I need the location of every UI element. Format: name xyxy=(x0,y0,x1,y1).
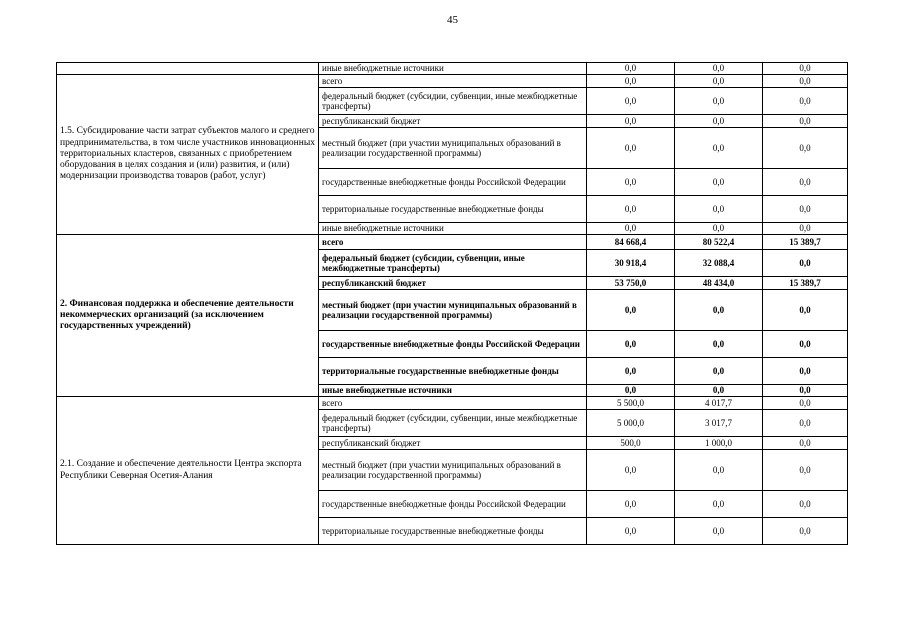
value-cell: 0,0 xyxy=(675,331,763,358)
value-cell: 0,0 xyxy=(763,518,848,545)
value-cell: 48 434,0 xyxy=(675,277,763,290)
value-cell: 0,0 xyxy=(587,88,675,115)
funding-source-cell: местный бюджет (при участии муниципальных образований в реализации государственной программы) xyxy=(319,450,587,491)
value-cell: 53 750,0 xyxy=(587,277,675,290)
value-cell: 1 000,0 xyxy=(675,437,763,450)
value-cell: 0,0 xyxy=(763,88,848,115)
value-cell: 0,0 xyxy=(587,290,675,331)
budget-table-body xyxy=(57,63,848,545)
funding-source-cell: республиканский бюджет xyxy=(319,277,587,290)
value-cell: 5 000,0 xyxy=(587,410,675,437)
value-cell: 0,0 xyxy=(675,75,763,88)
value-cell: 0,0 xyxy=(763,169,848,196)
funding-source-cell: федеральный бюджет (субсидии, субвенции, иные межбюджетные трансферты) xyxy=(319,250,587,277)
value-cell: 0,0 xyxy=(587,223,675,235)
value-cell: 15 389,7 xyxy=(763,235,848,250)
funding-source-cell: республиканский бюджет xyxy=(319,115,587,128)
value-cell: 0,0 xyxy=(675,223,763,235)
funding-source-cell: федеральный бюджет (субсидии, субвенции, иные межбюджетные трансферты) xyxy=(319,88,587,115)
table-row xyxy=(57,235,848,250)
value-cell: 0,0 xyxy=(587,128,675,169)
value-cell: 0,0 xyxy=(763,115,848,128)
value-cell: 0,0 xyxy=(763,450,848,491)
value-cell: 0,0 xyxy=(763,196,848,223)
funding-source-cell: иные внебюджетные источники xyxy=(319,223,587,235)
funding-source-cell: территориальные государственные внебюджетные фонды xyxy=(319,196,587,223)
table-row xyxy=(57,75,848,88)
value-cell: 30 918,4 xyxy=(587,250,675,277)
funding-source-cell: государственные внебюджетные фонды Российской Федерации xyxy=(319,331,587,358)
value-cell: 0,0 xyxy=(675,518,763,545)
value-cell: 0,0 xyxy=(675,196,763,223)
value-cell: 0,0 xyxy=(587,196,675,223)
value-cell: 0,0 xyxy=(587,385,675,397)
value-cell: 0,0 xyxy=(763,385,848,397)
value-cell: 0,0 xyxy=(675,115,763,128)
value-cell: 0,0 xyxy=(587,63,675,75)
value-cell: 5 500,0 xyxy=(587,397,675,410)
value-cell: 500,0 xyxy=(587,437,675,450)
value-cell: 0,0 xyxy=(587,115,675,128)
section-title-cell: 2. Финансовая поддержка и обеспечение деятельности некоммерческих организаций (за исключением государственных учреждений) xyxy=(57,235,319,397)
value-cell: 0,0 xyxy=(763,223,848,235)
funding-source-cell: федеральный бюджет (субсидии, субвенции, иные межбюджетные трансферты) xyxy=(319,410,587,437)
value-cell: 0,0 xyxy=(675,128,763,169)
value-cell: 84 668,4 xyxy=(587,235,675,250)
table-row xyxy=(57,397,848,410)
value-cell: 4 017,7 xyxy=(675,397,763,410)
value-cell: 3 017,7 xyxy=(675,410,763,437)
value-cell: 0,0 xyxy=(763,250,848,277)
value-cell: 32 088,4 xyxy=(675,250,763,277)
value-cell: 0,0 xyxy=(763,63,848,75)
value-cell: 0,0 xyxy=(587,491,675,518)
funding-source-cell: местный бюджет (при участии муниципальных образований в реализации государственной программы) xyxy=(319,128,587,169)
funding-source-cell: местный бюджет (при участии муниципальных образований в реализации государственной программы) xyxy=(319,290,587,331)
funding-source-cell: иные внебюджетные источники xyxy=(319,63,587,75)
value-cell: 0,0 xyxy=(763,358,848,385)
value-cell: 0,0 xyxy=(675,290,763,331)
value-cell: 0,0 xyxy=(675,63,763,75)
section-title-cell: 2.1. Создание и обеспечение деятельности Центра экспорта Республики Северная Осетия-Алания xyxy=(57,397,319,545)
funding-source-cell: всего xyxy=(319,75,587,88)
funding-source-cell: всего xyxy=(319,235,587,250)
funding-source-cell: республиканский бюджет xyxy=(319,437,587,450)
value-cell: 0,0 xyxy=(675,169,763,196)
value-cell: 0,0 xyxy=(587,450,675,491)
value-cell: 15 389,7 xyxy=(763,277,848,290)
value-cell: 0,0 xyxy=(675,88,763,115)
table-row xyxy=(57,63,848,75)
funding-source-cell: территориальные государственные внебюджетные фонды xyxy=(319,358,587,385)
funding-source-cell: иные внебюджетные источники xyxy=(319,385,587,397)
value-cell: 0,0 xyxy=(763,290,848,331)
value-cell: 0,0 xyxy=(675,491,763,518)
value-cell: 0,0 xyxy=(587,331,675,358)
funding-source-cell: государственные внебюджетные фонды Российской Федерации xyxy=(319,169,587,196)
value-cell: 0,0 xyxy=(675,385,763,397)
value-cell: 0,0 xyxy=(763,437,848,450)
funding-source-cell: всего xyxy=(319,397,587,410)
value-cell: 0,0 xyxy=(763,410,848,437)
value-cell: 0,0 xyxy=(587,518,675,545)
value-cell: 0,0 xyxy=(675,358,763,385)
value-cell: 0,0 xyxy=(763,397,848,410)
funding-source-cell: территориальные государственные внебюджетные фонды xyxy=(319,518,587,545)
value-cell: 0,0 xyxy=(587,169,675,196)
value-cell: 0,0 xyxy=(587,75,675,88)
value-cell: 0,0 xyxy=(587,358,675,385)
value-cell: 0,0 xyxy=(763,128,848,169)
empty-cell xyxy=(57,63,319,75)
funding-source-cell: государственные внебюджетные фонды Российской Федерации xyxy=(319,491,587,518)
section-title-cell: 1.5. Субсидирование части затрат субъектов малого и среднего предпринимательства, в том числе участников инновационных территориальных кластеров, связанных с приобретением оборудования в целях создания и (или) развития, и (или) модернизации производства товаров (работ, услуг) xyxy=(57,75,319,235)
value-cell: 0,0 xyxy=(675,450,763,491)
value-cell: 0,0 xyxy=(763,331,848,358)
budget-table xyxy=(56,62,848,545)
value-cell: 80 522,4 xyxy=(675,235,763,250)
value-cell: 0,0 xyxy=(763,491,848,518)
page-number: 45 xyxy=(447,14,458,26)
value-cell: 0,0 xyxy=(763,75,848,88)
